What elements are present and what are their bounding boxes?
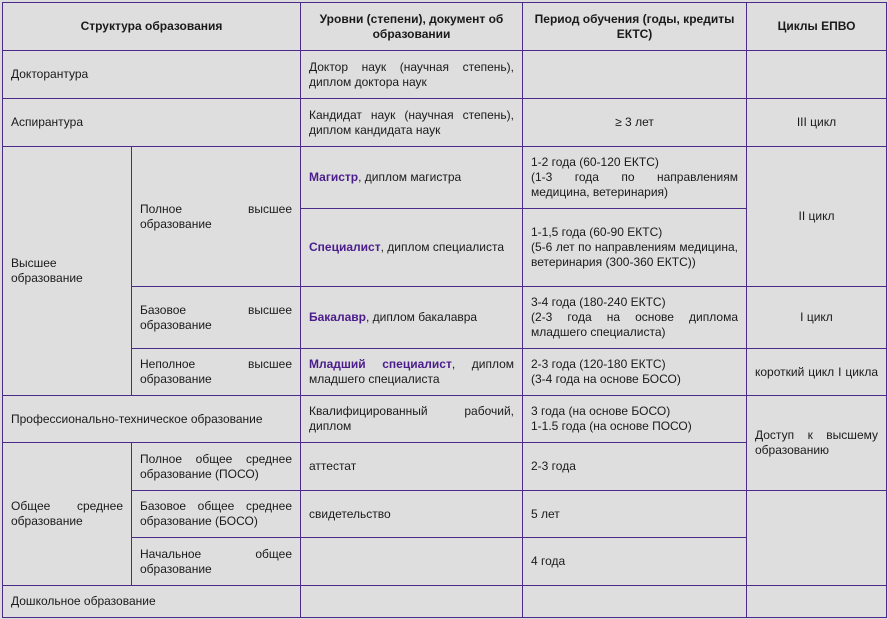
structure-primary: Начальное общее образование: [132, 538, 301, 586]
specialist-period-note: (5-6 лет по направлениям медицина, ветеринария (300-360 ЕКТС)): [531, 240, 738, 269]
header-structure: Структура образования: [3, 3, 301, 51]
cycle-doctorate: [747, 51, 887, 99]
specialist-period-main: 1-1,5 года (60-90 ЕКТС): [531, 225, 663, 239]
junior-period-note: (3-4 года на основе БОСО): [531, 372, 681, 386]
structure-basic-higher: Базовое высшее образование: [132, 287, 301, 349]
level-specialist: [301, 209, 523, 287]
header-cycles: Циклы ЕПВО: [747, 3, 887, 51]
vocational-period-bosc: 3 года (на основе БОСО): [531, 404, 671, 418]
header-levels: Уровни (степени), документ об образовании: [301, 3, 523, 51]
table-row-master: [3, 147, 887, 209]
level-boso: свидетельство: [301, 491, 523, 538]
structure-boso: Базовое общее среднее образование (БОСО): [132, 491, 301, 538]
cycle-1: I цикл: [747, 287, 887, 349]
structure-aspirantura: Аспирантура: [3, 99, 301, 147]
table-row-boso: [3, 491, 887, 538]
level-preschool: [301, 586, 523, 618]
level-vocational: Квалифицированный рабочий, диплом: [301, 396, 523, 443]
table-row-junior-specialist: [3, 349, 887, 396]
period-doctorate: [523, 51, 747, 99]
period-junior-specialist: [523, 349, 747, 396]
master-degree: Магистр: [309, 170, 359, 184]
bachelor-degree: Бакалавр: [309, 310, 366, 324]
vocational-period-posc: 1-1.5 года (на основе ПОСО): [531, 419, 692, 433]
header-row: [3, 3, 887, 51]
cycle-aspirantura: III цикл: [747, 99, 887, 147]
level-junior-specialist: [301, 349, 523, 396]
period-aspirantura: ≥ 3 лет: [523, 99, 747, 147]
level-doctorate: Доктор наук (научная степень), диплом доктора наук: [301, 51, 523, 99]
short-cycle: короткий цикл I цикла: [747, 349, 887, 396]
cycle-2: II цикл: [747, 147, 887, 287]
education-structure-table: [2, 2, 887, 618]
structure-poso: Полное общее среднее образование (ПОСО): [132, 443, 301, 491]
table-row-bachelor: [3, 287, 887, 349]
structure-incomplete-higher: Неполное высшее образование: [132, 349, 301, 396]
junior-specialist-diploma: , диплом младшего специалиста: [309, 357, 515, 386]
specialist-diploma: , диплом специалиста: [380, 240, 505, 254]
access-to-higher: Доступ к высшему образованию: [747, 396, 887, 491]
cycle-preschool: [747, 586, 887, 618]
table-row-vocational: [3, 396, 887, 443]
table-row-aspirantura: [3, 99, 887, 147]
specialist-degree: Специалист: [309, 240, 381, 254]
master-period-main: 1-2 года (60-120 ЕКТС): [531, 155, 659, 169]
master-diploma: , диплом магистра: [358, 170, 462, 184]
period-master: [523, 147, 747, 209]
structure-higher: Высшее образование: [3, 147, 132, 396]
period-boso: 5 лет: [523, 491, 747, 538]
bachelor-diploma: , диплом бакалавра: [365, 310, 478, 324]
master-period-note: (1-3 года по направлениям медицина, ветеринария): [531, 170, 738, 199]
structure-general-secondary: Общее среднее образование: [3, 443, 132, 586]
junior-specialist-degree: Младший специалист: [309, 357, 452, 371]
structure-doctorate: Докторантура: [3, 51, 301, 99]
header-period: Период обучения (годы, кредиты ЕКТС): [523, 3, 747, 51]
level-primary: [301, 538, 523, 586]
period-specialist: [523, 209, 747, 287]
period-vocational: [523, 396, 747, 443]
level-master: [301, 147, 523, 209]
structure-preschool: Дошкольное образование: [3, 586, 301, 618]
structure-vocational: Профессионально-техническое образование: [3, 396, 301, 443]
structure-full-higher: Полное высшее образование: [132, 147, 301, 287]
level-bachelor: [301, 287, 523, 349]
level-poso: аттестат: [301, 443, 523, 491]
period-bachelor: [523, 287, 747, 349]
period-primary: 4 года: [523, 538, 747, 586]
period-poso: 2-3 года: [523, 443, 747, 491]
bachelor-period-main: 3-4 года (180-240 ЕКТС): [531, 295, 666, 309]
level-aspirantura: Кандидат наук (научная степень), диплом кандидата наук: [301, 99, 523, 147]
table-row-preschool: [3, 586, 887, 618]
table-row-doctorate: [3, 51, 887, 99]
period-preschool: [523, 586, 747, 618]
cycle-empty-lower: [747, 491, 887, 586]
junior-period-main: 2-3 года (120-180 ЕКТС): [531, 357, 666, 371]
bachelor-period-note: (2-3 года на основе диплома младшего специалиста): [531, 310, 738, 339]
